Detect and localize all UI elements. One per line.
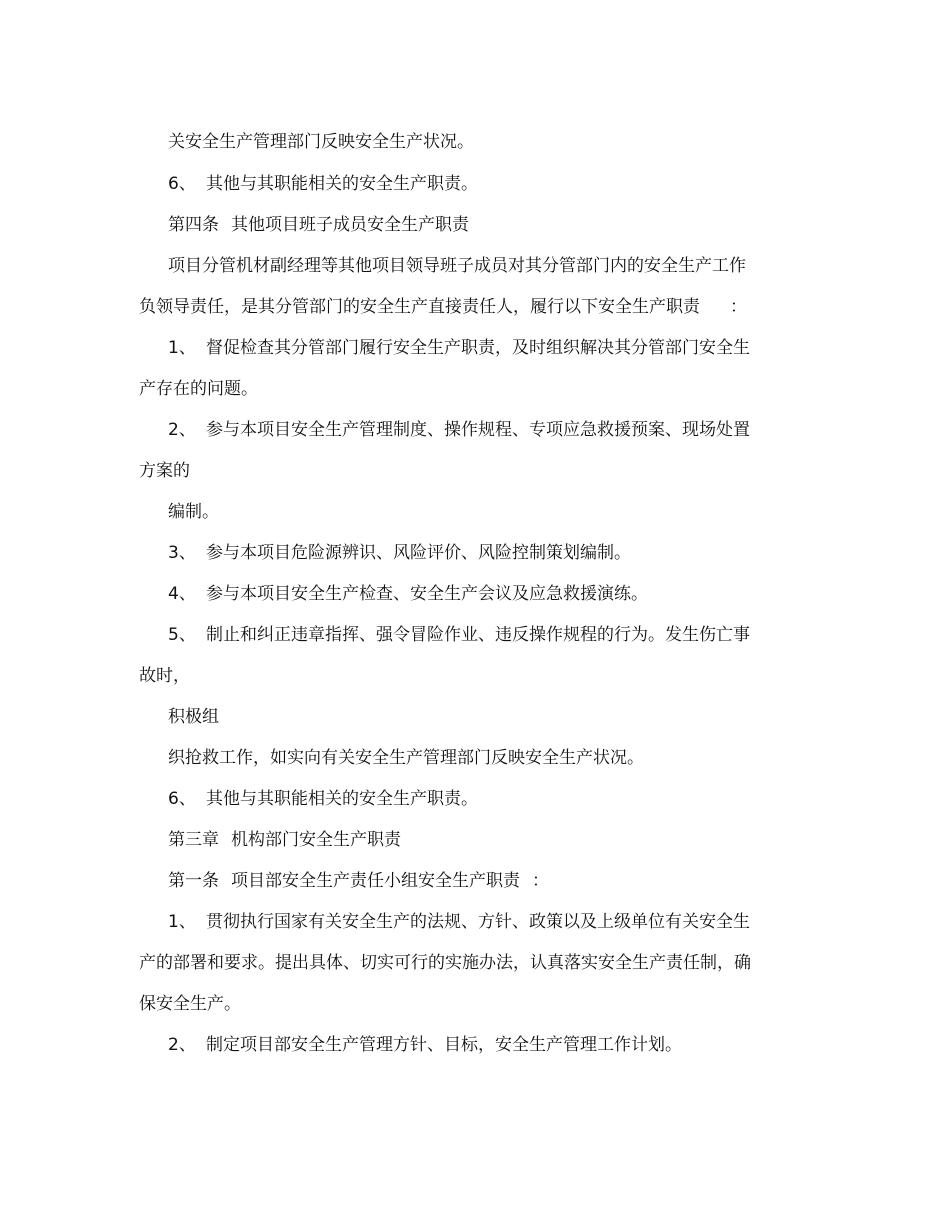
item-number: 5、 bbox=[168, 625, 196, 645]
item-number: 4、 bbox=[168, 584, 196, 604]
chapter-number: 第三章 bbox=[168, 830, 219, 850]
text-line bbox=[139, 664, 190, 688]
text-span: 项目分管机材副经理等其他项目领导班子成员对其分管部门内的安全生产工作 bbox=[168, 256, 746, 276]
list-item bbox=[168, 418, 750, 442]
colon: ： bbox=[730, 297, 747, 317]
item-text: 其他与其职能相关的安全生产职责。 bbox=[206, 174, 478, 194]
item-text: 参与本项目安全生产检查、安全生产会议及应急救援演练。 bbox=[206, 584, 648, 604]
list-item bbox=[168, 623, 750, 647]
list-item bbox=[168, 787, 478, 811]
section-heading bbox=[168, 869, 549, 893]
item-number: 6、 bbox=[168, 174, 196, 194]
text-span: 关安全生产管理部门反映安全生产状况。 bbox=[168, 132, 474, 152]
item-number: 1、 bbox=[168, 338, 196, 358]
text-line bbox=[168, 500, 219, 524]
item-text: 贯彻执行国家有关安全生产的法规、方针、政策以及上级单位有关安全生 bbox=[206, 912, 750, 932]
text-span: 积极组 bbox=[168, 707, 219, 727]
text-span: 产的部署和要求。提出具体、切实可行的实施办法，认真落实安全生产责任制，确 bbox=[139, 953, 751, 973]
text-line bbox=[168, 130, 474, 154]
text-span: 负领导责任，是其分管部门的安全生产直接责任人，履行以下安全生产职责 bbox=[139, 297, 700, 317]
item-number: 6、 bbox=[168, 789, 196, 809]
text-line bbox=[139, 295, 747, 319]
item-text: 制止和纠正违章指挥、强令冒险作业、违反操作规程的行为。发生伤亡事 bbox=[206, 625, 750, 645]
text-line bbox=[168, 746, 644, 770]
text-line bbox=[168, 254, 746, 278]
chapter-title: 机构部门安全生产职责 bbox=[231, 830, 401, 850]
item-text: 其他与其职能相关的安全生产职责。 bbox=[206, 789, 478, 809]
text-line bbox=[139, 459, 190, 483]
item-number: 3、 bbox=[168, 543, 196, 563]
text-line bbox=[139, 377, 258, 401]
text-line bbox=[139, 992, 241, 1016]
article-number: 第一条 bbox=[168, 871, 219, 891]
text-span: 保安全生产。 bbox=[139, 994, 241, 1014]
text-span: 方案的 bbox=[139, 461, 190, 481]
section-heading bbox=[168, 213, 469, 237]
item-text: 参与本项目安全生产管理制度、操作规程、专项应急救援预案、现场处置 bbox=[206, 420, 750, 440]
list-item bbox=[168, 172, 478, 196]
colon: ： bbox=[532, 871, 549, 891]
text-line bbox=[139, 951, 751, 975]
item-number: 2、 bbox=[168, 420, 196, 440]
list-item bbox=[168, 541, 631, 565]
text-span: 产存在的问题。 bbox=[139, 379, 258, 399]
item-text: 制定项目部安全生产管理方针、目标，安全生产管理工作计划。 bbox=[206, 1035, 682, 1055]
article-number: 第四条 bbox=[168, 215, 219, 235]
text-span: 织抢救工作，如实向有关安全生产管理部门反映安全生产状况。 bbox=[168, 748, 644, 768]
chapter-heading bbox=[168, 828, 401, 852]
text-span: 编制。 bbox=[168, 502, 219, 522]
item-number: 2、 bbox=[168, 1035, 196, 1055]
article-title: 其他项目班子成员安全生产职责 bbox=[231, 215, 469, 235]
text-line bbox=[168, 705, 219, 729]
list-item bbox=[168, 582, 648, 606]
item-text: 督促检查其分管部门履行安全生产职责，及时组织解决其分管部门安全生 bbox=[206, 338, 750, 358]
list-item bbox=[168, 910, 750, 934]
item-text: 参与本项目危险源辨识、风险评价、风险控制策划编制。 bbox=[206, 543, 631, 563]
list-item bbox=[168, 1033, 682, 1057]
text-span: 故时， bbox=[139, 666, 190, 686]
list-item bbox=[168, 336, 750, 360]
article-title: 项目部安全生产责任小组安全生产职责 bbox=[231, 871, 520, 891]
item-number: 1、 bbox=[168, 912, 196, 932]
